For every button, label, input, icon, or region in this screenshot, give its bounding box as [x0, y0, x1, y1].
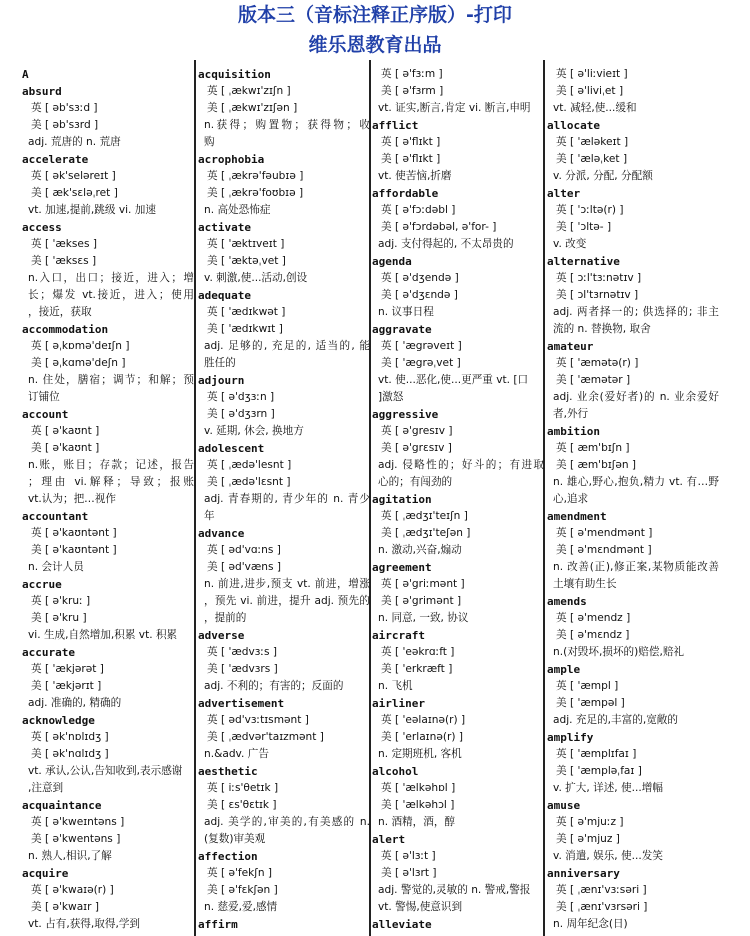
phonetic: 英 [ iːs'θetɪk ] [207, 782, 279, 794]
phonetic: 美 [ ə'fɔrdəbəl, ə'for- ] [381, 221, 497, 233]
definition: (复数)审美观 [204, 833, 266, 845]
definition: adj. 警觉的,灵敏的 n. 警戒,警报 [378, 884, 531, 896]
phonetic: 美 [ ə'mjuz ] [556, 833, 620, 845]
definition: ；理由 vi.解释；导致；报账 [28, 476, 194, 488]
headword: ambition [547, 425, 600, 438]
phonetic: 英 [ ə'mendz ] [556, 612, 631, 624]
phonetic: 英 [ ɔːl'tɜːnətɪv ] [556, 272, 642, 284]
phonetic: 美 [ ˌædə'lɛsnt ] [207, 476, 291, 488]
phonetic: 美 [ əˌkɑmə'deʃn ] [31, 357, 126, 369]
definition: adj. 青春期的, 青少年的 n. 青少 [204, 493, 370, 505]
phonetic: 英 [ ə'fɜːm ] [381, 68, 443, 80]
definition: ，提前的 [204, 612, 247, 624]
phonetic: 英 [ ə'fekʃn ] [207, 867, 273, 879]
phonetic: 美 [ ə'lɜrt ] [381, 867, 437, 879]
phonetic: 美 [ ˌækwɪ'zɪʃən ] [207, 102, 298, 114]
headword: advertisement [198, 697, 285, 710]
phonetic: 美 [ 'æmətər ] [556, 374, 631, 386]
phonetic: 美 [ ə'grimənt ] [381, 595, 462, 607]
definition: vi. 生成,自然增加,积累 vt. 积累 [28, 629, 178, 641]
definition: vt. 占有,获得,取得,学到 [28, 918, 141, 930]
definition: v. 扩大, 详述, 使...增幅 [553, 782, 663, 794]
phonetic: 英 [ 'ɔːltə(r) ] [556, 204, 624, 216]
phonetic: 美 [ ɔl'tɜrnətɪv ] [556, 289, 639, 301]
phonetic: 美 [ æk'sɛləˌret ] [31, 187, 118, 199]
definition: vt.认为；把…视作 [28, 493, 116, 505]
phonetic: 美 [ ɛs'θɛtɪk ] [207, 799, 277, 811]
headword: absurd [22, 85, 62, 98]
definition: n. 前进,进步,预支 vt. 前进，增涨 [204, 578, 370, 590]
phonetic: 英 [ ək'seləreɪt ] [31, 170, 116, 182]
definition: n. 定期班机, 客机 [378, 748, 462, 760]
definition: n.&adv. 广告 [204, 748, 269, 760]
definition: vt. 警惕,使意识到 [378, 901, 463, 913]
headword: alert [372, 833, 406, 846]
page-title: 版本三（音标注释正序版）-打印 [238, 4, 512, 26]
phonetic: 英 [ 'æmətə(r) ] [556, 357, 639, 369]
phonetic: 美 [ əd'væns ] [207, 561, 282, 573]
phonetic: 美 [ 'æksɛs ] [31, 255, 97, 267]
phonetic: 美 [ əb'sɜrd ] [31, 119, 99, 131]
definition: n.账，账目；存款；记述，报告 [28, 459, 194, 471]
definition: v. 刺激,使...活动,创设 [204, 272, 308, 284]
definition: vt. 使苦恼,折磨 [378, 170, 452, 182]
headword: amends [547, 595, 587, 608]
headword: alternative [547, 255, 620, 268]
headword: acquire [22, 867, 69, 880]
phonetic: 美 [ ˌædʒɪ'teʃən ] [381, 527, 471, 539]
definition: 心,追求 [553, 493, 589, 505]
definition: adj. 侵略性的；好斗的；有进取 [378, 459, 544, 471]
phonetic: 英 [ ək'nɒlɪdʒ ] [31, 731, 109, 743]
headword: alleviate [372, 918, 432, 931]
phonetic: 美 [ 'ækjərɪt ] [31, 680, 102, 692]
headword: alcohol [372, 765, 419, 778]
phonetic: 美 [ 'erkræft ] [381, 663, 453, 675]
headword: anniversary [547, 867, 620, 880]
vocab-column-3 [372, 66, 544, 936]
phonetic: 美 [ 'erlaɪnə(r) ] [381, 731, 463, 743]
definition: v. 延期, 休会, 换地方 [204, 425, 304, 437]
definition: adj. 不利的；有害的；反面的 [204, 680, 344, 692]
definition: adj. 业余(爱好者)的 n. 业余爱好 [553, 391, 719, 403]
phonetic: 英 [ əb'sɜːd ] [31, 102, 98, 114]
headword: amendment [547, 510, 607, 523]
phonetic: 美 [ 'æləˌket ] [556, 153, 628, 165]
phonetic: 英 [ ə'dʒɜːn ] [207, 391, 275, 403]
phonetic: 美 [ ə'fɜrm ] [381, 85, 444, 97]
definition: 年 [204, 510, 215, 522]
headword: adequate [198, 289, 251, 302]
definition: adj. 两者择一的; 供选择的; 非主 [553, 306, 719, 318]
headword: adjourn [198, 374, 245, 387]
phonetic: 英 [ ə'kaʊntənt ] [31, 527, 117, 539]
column-divider [194, 60, 196, 936]
headword: account [22, 408, 69, 421]
phonetic: 英 [ 'ædɪkwət ] [207, 306, 286, 318]
headword: acquisition [198, 68, 271, 81]
phonetic: 美 [ 'ædvɜrs ] [207, 663, 278, 675]
headword: accountant [22, 510, 89, 523]
phonetic: 英 [ ˌænɪ'vɜːsəri ] [556, 884, 647, 896]
definition: 者,外行 [553, 408, 589, 420]
definition: n. 飞机 [378, 680, 413, 692]
definition: 胜任的 [204, 357, 236, 369]
phonetic: 英 [ ə'kaʊnt ] [31, 425, 100, 437]
phonetic: 英 [ ˌækwɪ'zɪʃn ] [207, 85, 291, 97]
headword: aesthetic [198, 765, 258, 778]
vocab-column-1 [22, 66, 194, 936]
definition: adj. 充足的,丰富的,宽敞的 [553, 714, 678, 726]
phonetic: 美 [ ə'kwentəns ] [31, 833, 121, 845]
headword: aggressive [372, 408, 439, 421]
phonetic: 美 [ ə'mɛndz ] [556, 629, 630, 641]
headword: acknowledge [22, 714, 95, 727]
headword: airliner [372, 697, 425, 710]
definition: adj. 美学的,审美的,有美感的 n. [204, 816, 370, 828]
definition: ,注意到 [28, 782, 64, 794]
definition: n. 住处，膳宿；调节；和解；预 [28, 374, 194, 386]
phonetic: 英 [ 'eəkrɑːft ] [381, 646, 455, 658]
definition: vt. 证实,断言,肯定 vi. 断言,申明 [378, 102, 531, 114]
phonetic: 美 [ ˌædvər'taɪzmənt ] [207, 731, 324, 743]
phonetic: 英 [ 'ækjərət ] [31, 663, 104, 675]
phonetic: 美 [ 'ɔltə- ] [556, 221, 612, 233]
phonetic: 美 [ ə'grɛsɪv ] [381, 442, 452, 454]
phonetic: 美 [ ək'nɑlɪdʒ ] [31, 748, 109, 760]
phonetic: 英 [ 'æktɪveɪt ] [207, 238, 285, 250]
phonetic: 美 [ 'ælkəhɔl ] [381, 799, 455, 811]
headword: access [22, 221, 62, 234]
headword: affirm [198, 918, 238, 931]
headword: affection [198, 850, 258, 863]
phonetic: 英 [ ə'kwaɪə(r) ] [31, 884, 114, 896]
phonetic: 英 [ ə'dʒendə ] [381, 272, 459, 284]
headword: adverse [198, 629, 245, 642]
phonetic: 英 [ ə'flɪkt ] [381, 136, 441, 148]
definition: n.入口，出口；接近，进入；增 [28, 272, 194, 284]
phonetic: 美 [ 'æktəˌvet ] [207, 255, 286, 267]
definition: n. 慈爱,爱,感情 [204, 901, 278, 913]
definition: 土壤有助生长 [553, 578, 617, 590]
headword: A [22, 68, 29, 81]
headword: agenda [372, 255, 412, 268]
phonetic: 英 [ ə'mendmənt ] [556, 527, 653, 539]
definition: vt. 减轻,使...缓和 [553, 102, 637, 114]
headword: amuse [547, 799, 581, 812]
phonetic: 美 [ ˌænɪ'vɜrsəri ] [556, 901, 648, 913]
definition: n. 激动,兴奋,煽动 [378, 544, 462, 556]
phonetic: 美 [ ə'kwaɪr ] [31, 901, 99, 913]
definition: v. 分派, 分配, 分配额 [553, 170, 653, 182]
phonetic: 美 [ ˌækrə'foʊbɪə ] [207, 187, 304, 199]
phonetic: 英 [ ˌædʒɪ'teɪʃn ] [381, 510, 468, 522]
headword: afflict [372, 119, 419, 132]
definition: vt. 承认,公认,告知收到,表示感谢 [28, 765, 183, 777]
headword: acquaintance [22, 799, 102, 812]
definition: n. 周年纪念(日) [553, 918, 628, 930]
phonetic: 美 [ ə'kaʊnt ] [31, 442, 100, 454]
phonetic: 美 [ ə'kaʊntənt ] [31, 544, 117, 556]
headword: accurate [22, 646, 75, 659]
phonetic: 美 [ ə'dʒɛndə ] [381, 289, 458, 301]
definition: 长；爆发 vt.接近，进入；使用 [28, 289, 194, 301]
phonetic: 英 [ æm'bɪʃn ] [556, 442, 630, 454]
definition: ]激怒 [378, 391, 404, 403]
vocab-column-4 [547, 66, 719, 936]
headword: alter [547, 187, 581, 200]
phonetic: 英 [ ˌækrə'fəubɪə ] [207, 170, 304, 182]
phonetic: 英 [ 'ælkəhɒl ] [381, 782, 456, 794]
page-subtitle: 维乐恩教育出品 [308, 34, 442, 56]
phonetic: 美 [ ə'kru ] [31, 612, 87, 624]
phonetic: 英 [ 'ægrəveɪt ] [381, 340, 462, 352]
phonetic: 英 [ ə'mjuːz ] [556, 816, 624, 828]
phonetic: 美 [ æm'bɪʃən ] [556, 459, 637, 471]
headword: accelerate [22, 153, 89, 166]
phonetic: 英 [ 'eəlaɪnə(r) ] [381, 714, 466, 726]
phonetic: 英 [ əd'vɑːns ] [207, 544, 281, 556]
definition: adj. 支付得起的, 不太昂贵的 [378, 238, 514, 250]
phonetic: 英 [ ə'gresɪv ] [381, 425, 453, 437]
phonetic: 美 [ 'æmpəl ] [556, 697, 625, 709]
phonetic: 英 [ 'ækses ] [31, 238, 97, 250]
headword: agreement [372, 561, 432, 574]
phonetic: 英 [ 'æləkeɪt ] [556, 136, 629, 148]
definition: n. 议事日程 [378, 306, 434, 318]
definition: n. 会计人员 [28, 561, 84, 573]
phonetic: 英 [ 'ædvɜːs ] [207, 646, 277, 658]
phonetic: 美 [ ə'mɛndmənt ] [556, 544, 652, 556]
phonetic: 英 [ əd'vɜːtɪsmənt ] [207, 714, 309, 726]
definition: ，预先 vi. 前进，提升 adj. 预先的 [204, 595, 370, 607]
definition: adj. 荒唐的 n. 荒唐 [28, 136, 121, 148]
headword: accrue [22, 578, 62, 591]
phonetic: 美 [ 'ædɪkwɪt ] [207, 323, 283, 335]
phonetic: 美 [ ə'liviˌet ] [556, 85, 624, 97]
vocab-column-2 [198, 66, 370, 936]
phonetic: 英 [ ə'kruː ] [31, 595, 91, 607]
headword: amateur [547, 340, 594, 353]
phonetic: 英 [ ə'kweɪntəns ] [31, 816, 125, 828]
headword: acrophobia [198, 153, 265, 166]
definition: n. 酒精，酒，醇 [378, 816, 456, 828]
headword: aircraft [372, 629, 425, 642]
definition: n.获得；购置物；获得物；收 [204, 119, 370, 131]
definition: 购 [204, 136, 215, 148]
definition: n.(对毁坏,损坏的)赔偿,赔礼 [553, 646, 685, 658]
definition: 订铺位 [28, 391, 60, 403]
headword: activate [198, 221, 251, 234]
definition: adj. 足够的, 充足的, 适当的, 能 [204, 340, 370, 352]
definition: 流的 n. 替换物, 取舍 [553, 323, 651, 335]
phonetic: 英 [ ə'liːvieɪt ] [556, 68, 628, 80]
definition: adj. 准确的, 精确的 [28, 697, 122, 709]
phonetic: 英 [ 'æmpl ] [556, 680, 619, 692]
phonetic: 美 [ ə'fɛkʃən ] [207, 884, 278, 896]
headword: aggravate [372, 323, 432, 336]
definition: vt. 使...恶化,使...更严重 vt. [口 [378, 374, 529, 386]
phonetic: 美 [ ə'flɪkt ] [381, 153, 441, 165]
headword: adolescent [198, 442, 265, 455]
headword: accommodation [22, 323, 109, 336]
definition: n. 改善(正),修正案,某物质能改善 [553, 561, 719, 573]
headword: agitation [372, 493, 432, 506]
definition: ，接近，获取 [28, 306, 92, 318]
phonetic: 英 [ ə'fɔːdəbl ] [381, 204, 456, 216]
phonetic: 英 [ ə'lɜːt ] [381, 850, 436, 862]
phonetic: 美 [ 'æmpləˌfaɪ ] [556, 765, 642, 777]
headword: affordable [372, 187, 439, 200]
definition: n. 熟人,相识,了解 [28, 850, 112, 862]
definition: vt. 加速,提前,跳级 vi. 加速 [28, 204, 156, 216]
phonetic: 英 [ əˌkɒmə'deɪʃn ] [31, 340, 130, 352]
headword: ample [547, 663, 581, 676]
definition: v. 消遣, 娱乐, 使...发笑 [553, 850, 663, 862]
headword: advance [198, 527, 245, 540]
definition: v. 改变 [553, 238, 587, 250]
definition: n. 同意, 一致, 协议 [378, 612, 469, 624]
headword: amplify [547, 731, 594, 744]
definition: n. 雄心,野心,抱负,精力 vt. 有…野 [553, 476, 719, 488]
phonetic: 英 [ ˌædə'lesnt ] [207, 459, 292, 471]
phonetic: 美 [ ə'dʒɜrn ] [207, 408, 275, 420]
phonetic: 英 [ ə'griːmənt ] [381, 578, 465, 590]
headword: allocate [547, 119, 600, 132]
phonetic: 英 [ 'æmplɪfaɪ ] [556, 748, 637, 760]
definition: 心的；有闯劲的 [378, 476, 453, 488]
definition: n. 高处恐怖症 [204, 204, 271, 216]
phonetic: 美 [ 'ægrəˌvet ] [381, 357, 461, 369]
